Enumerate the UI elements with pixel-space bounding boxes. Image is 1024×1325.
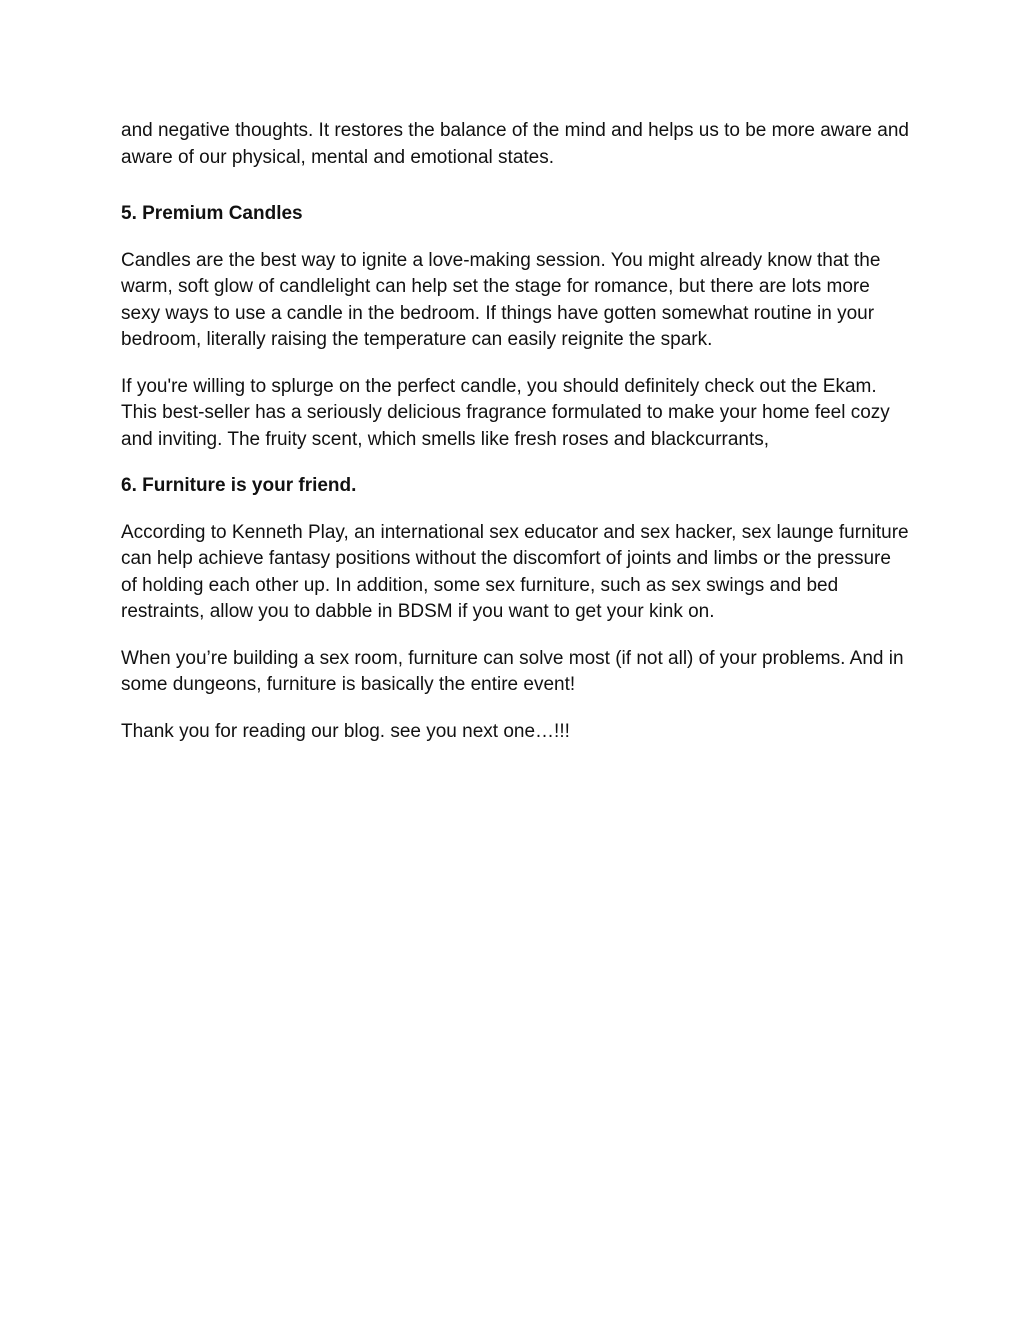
section-heading-furniture: 6. Furniture is your friend. (121, 475, 357, 496)
paragraph: Candles are the best way to ignite a love-making session. You might already know that the warm, soft glow of candlelight can help set the stage for romance, but there are lots more sexy ways to use a candle in the bedroom. If things have gotten somewhat routine in your bedroom, literally raising the temperature can easily reignite the spark. (121, 249, 881, 350)
section-heading-premium-candles: 5. Premium Candles (121, 203, 303, 224)
paragraph: According to Kenneth Play, an international sex educator and sex hacker, sex launge furniture can help achieve fantasy positions without the discomfort of joints and limbs or the pressure of holding each other up. In addition, some sex furniture, such as sex swings and bed restraints, allow you to dabble in BDSM if you want to get your kink on. (121, 521, 909, 622)
document-body (121, 118, 911, 765)
intro-paragraph: and negative thoughts. It restores the balance of the mind and helps us to be more aware and aware of our physical, mental and emotional states. (121, 120, 909, 168)
paragraph: If you're willing to splurge on the perfect candle, you should definitely check out the Ekam. This best-seller has a seriously delicious fragrance formulated to make your home feel cozy and inviting. The fruity scent, which smells like fresh roses and blackcurrants, (121, 375, 890, 450)
paragraph: When you’re building a sex room, furniture can solve most (if not all) of your problems. And in some dungeons, furniture is basically the entire event! (121, 647, 904, 695)
closing-paragraph: Thank you for reading our blog. see you next one…!!! (121, 720, 570, 742)
